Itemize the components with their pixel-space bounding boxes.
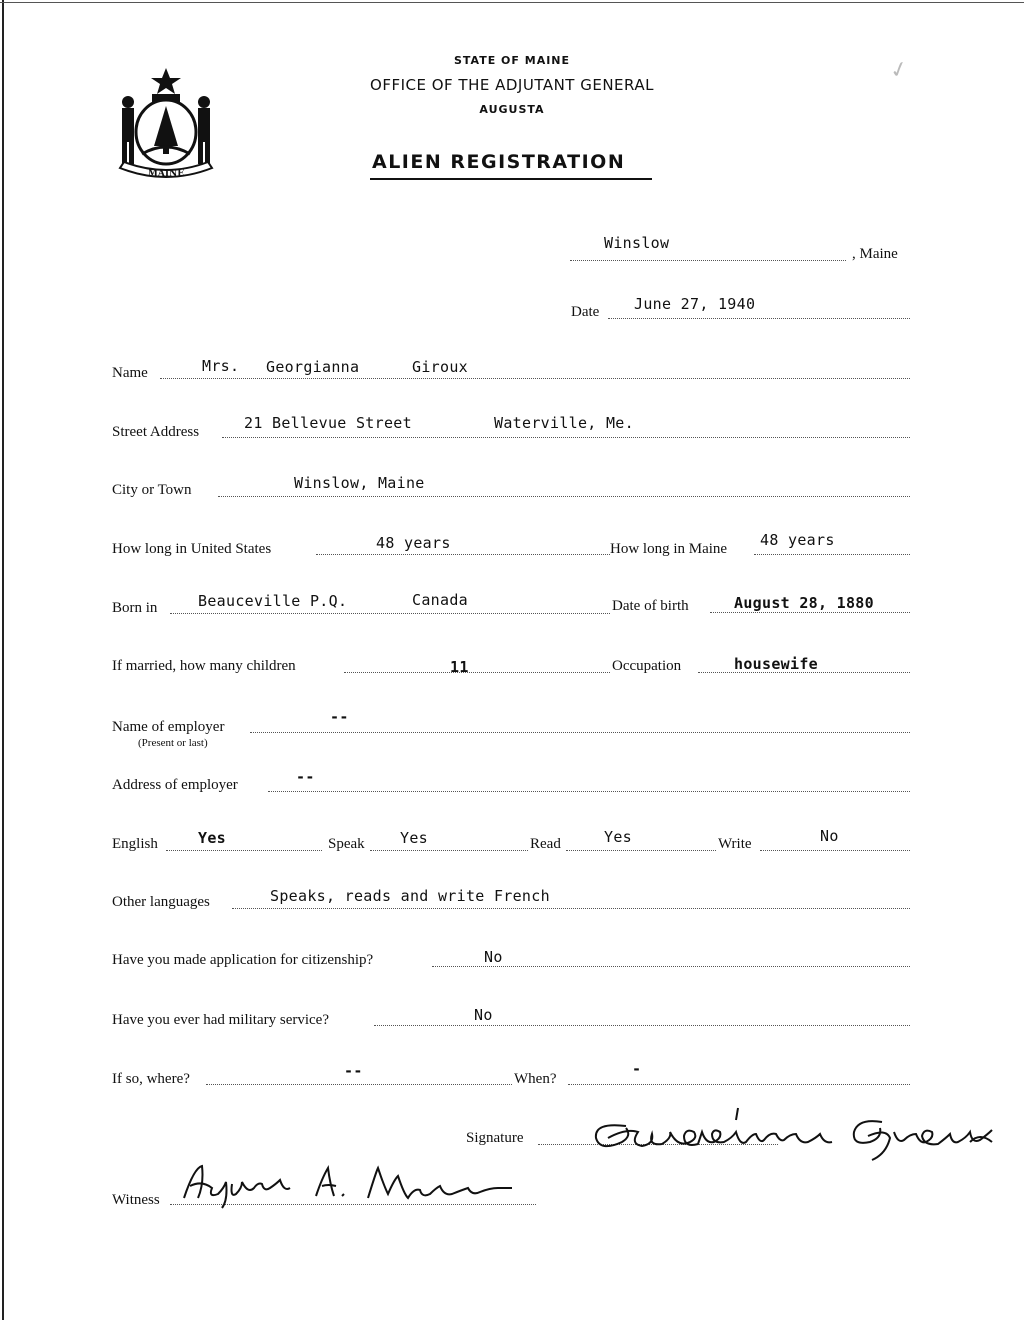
- other-languages-line: [232, 908, 910, 909]
- street-value: 21 Bellevue Street: [244, 414, 412, 432]
- english-label: English: [112, 836, 158, 852]
- born-line: [170, 613, 610, 614]
- name-line: [160, 378, 910, 379]
- other-languages-label: Other languages: [112, 894, 210, 910]
- when-value: -: [632, 1060, 642, 1078]
- place-line: [570, 260, 846, 261]
- name-first-value: Georgianna: [266, 358, 360, 376]
- write-value: No: [820, 827, 839, 845]
- maine-duration-line: [754, 554, 910, 555]
- employer-address-line: [268, 791, 910, 792]
- form-title: ALIEN REGISTRATION: [372, 151, 626, 173]
- write-label: Write: [718, 836, 752, 852]
- place-suffix: , Maine: [852, 246, 898, 262]
- where-label: If so, where?: [112, 1071, 190, 1087]
- date-line: [608, 318, 910, 319]
- occupation-value: housewife: [734, 655, 818, 673]
- military-line: [374, 1025, 910, 1026]
- military-label: Have you ever had military service?: [112, 1012, 329, 1028]
- when-line: [568, 1084, 910, 1085]
- maine-duration-value: 48 years: [760, 531, 835, 549]
- children-line: [344, 672, 610, 673]
- employer-line: [250, 732, 910, 733]
- speak-value: Yes: [400, 829, 428, 847]
- office-heading: OFFICE OF THE ADJUTANT GENERAL: [370, 76, 654, 94]
- born-place-value: Beauceville P.Q.: [198, 592, 348, 610]
- dob-label: Date of birth: [612, 598, 689, 614]
- where-line: [206, 1084, 512, 1085]
- dob-line: [710, 612, 910, 613]
- children-label: If married, how many children: [112, 658, 296, 674]
- date-value: June 27, 1940: [634, 295, 756, 313]
- scan-edge-top: [0, 2, 1024, 3]
- name-last-value: Giroux: [412, 358, 468, 376]
- place-value: Winslow: [604, 234, 670, 252]
- check-mark-icon: ✓: [887, 56, 912, 85]
- other-languages-value: Speaks, reads and write French: [270, 887, 550, 905]
- city-heading: AUGUSTA: [479, 103, 545, 116]
- street-label: Street Address: [112, 424, 200, 440]
- handwritten-signature: [586, 1098, 996, 1168]
- us-duration-line: [316, 554, 610, 555]
- state-heading: STATE OF MAINE: [453, 54, 571, 67]
- maine-duration-label: How long in Maine: [610, 541, 728, 557]
- occupation-label: Occupation: [612, 658, 682, 674]
- speak-label: Speak: [328, 836, 365, 852]
- citizenship-value: No: [484, 948, 503, 966]
- when-label: When?: [514, 1071, 557, 1087]
- citizenship-label: Have you made application for citizenship?: [112, 952, 374, 968]
- children-value: 11: [450, 658, 469, 676]
- speak-line: [370, 850, 528, 851]
- read-label: Read: [530, 836, 561, 852]
- military-value: No: [474, 1006, 493, 1024]
- title-underline: [370, 178, 652, 180]
- city-value: Winslow, Maine: [294, 474, 425, 492]
- employer-value: --: [330, 708, 349, 726]
- employer-address-label: Address of employer: [112, 777, 238, 793]
- write-line: [760, 850, 910, 851]
- witness-label: Witness: [112, 1192, 160, 1208]
- read-line: [566, 850, 716, 851]
- where-value: --: [344, 1062, 363, 1080]
- us-duration-value: 48 years: [376, 534, 451, 552]
- scan-edge-left: [2, 0, 4, 1320]
- svg-text:MAINE: MAINE: [147, 169, 185, 179]
- us-duration-label: How long in United States: [112, 541, 272, 557]
- employer-label: Name of employer: [112, 719, 225, 735]
- date-label: Date: [571, 304, 600, 320]
- witness-signature: [172, 1158, 522, 1212]
- english-value: Yes: [198, 829, 226, 847]
- name-label: Name: [112, 365, 148, 381]
- english-line: [166, 850, 322, 851]
- read-value: Yes: [604, 828, 632, 846]
- street-line: [222, 437, 910, 438]
- signature-label: Signature: [466, 1130, 524, 1146]
- city-line: [218, 496, 910, 497]
- born-label: Born in: [112, 600, 158, 616]
- name-title-value: Mrs.: [202, 357, 240, 375]
- city-label: City or Town: [112, 482, 192, 498]
- born-country-value: Canada: [412, 591, 468, 609]
- dob-value: August 28, 1880: [734, 594, 874, 612]
- citizenship-line: [432, 966, 910, 967]
- street-city-value: Waterville, Me.: [494, 414, 634, 432]
- employer-address-value: --: [296, 768, 315, 786]
- employer-sublabel: (Present or last): [138, 737, 208, 749]
